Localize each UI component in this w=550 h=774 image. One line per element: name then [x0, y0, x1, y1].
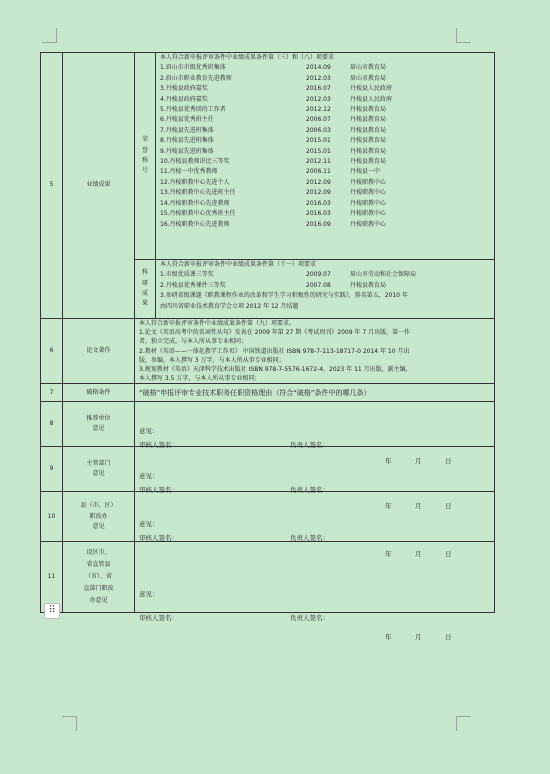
paper-line: 2.教材《英语——一体化教学工作页》 中国铁道出版社 ISBN 978-7-113-18717-0 2014 年 10 月出	[139, 347, 410, 355]
list-item	[156, 199, 494, 209]
list-item-org: 丹棱职教中心	[350, 199, 387, 207]
row-number: 6	[41, 319, 63, 384]
list-item	[156, 115, 494, 125]
list-item-title: 3.丹棱县政府嘉奖	[160, 85, 208, 93]
list-item-title: 10.丹棱县教师讲比三等奖	[160, 158, 230, 166]
research-list	[156, 270, 494, 291]
paper-line: 本人撰写 3.5 万字，与本人所从事专业相同；	[139, 375, 261, 383]
list-item-date: 2009.07	[306, 271, 331, 279]
list-item-date: 2006.11	[306, 168, 331, 176]
list-item-title: 2.眉山市职业教育先进教师	[160, 74, 232, 82]
list-item-org: 丹棱职教中心	[350, 220, 387, 228]
row-title: 设区市、 省直管县 （市）、省 直部门职改 办意见	[63, 542, 135, 613]
list-item	[156, 220, 494, 230]
list-item-org: 丹棱县教育局	[350, 147, 387, 155]
date-line: 年 月 日	[385, 549, 452, 558]
opinion-cell[interactable]	[135, 492, 495, 558]
responsible-signature-label: 负责人签名：	[290, 486, 329, 495]
list-item-date: 2016.09	[306, 220, 331, 228]
honor-list-cell[interactable]	[156, 53, 495, 260]
list-item-date: 2012.09	[306, 178, 331, 186]
list-item	[156, 178, 494, 188]
list-item-title: 4.丹棱县政府嘉奖	[160, 95, 208, 103]
application-table	[40, 52, 495, 642]
exception-cell[interactable]: “破格”申报评审专业技术职务任职资格理由（符合“破格”条件中的哪几条）	[135, 384, 495, 402]
list-item-org: 丹棱职教中心	[350, 189, 387, 197]
honor-header: 本人符合新申报评审条件中业绩成果条件第（三）和（八）项要求	[160, 54, 335, 61]
opinion-label: 意见：	[139, 519, 159, 528]
list-item-title: 15.丹棱职教中心优秀班主任	[160, 210, 236, 218]
list-item-org: 丹棱县教育局	[350, 126, 387, 134]
list-item-org: 眉山市教育局	[350, 64, 387, 72]
list-item-title: 1.市级优质课三等奖	[160, 271, 214, 279]
list-item-title: 6.丹棱县优秀班主任	[160, 116, 214, 124]
list-item	[156, 74, 494, 84]
list-item-title: 13.丹棱职教中心先进班主任	[160, 189, 236, 197]
list-item-date: 2012.11	[306, 158, 331, 166]
row-title: 主管部门 意见	[63, 447, 135, 492]
research-list-cell[interactable]	[156, 260, 495, 319]
list-item-org: 丹棱县教育局	[350, 106, 387, 114]
row-number: 10	[41, 492, 63, 542]
list-item-org: 丹棱县一中	[350, 168, 381, 176]
list-item-date: 2012.12	[306, 106, 331, 114]
list-item-date: 2016.03	[306, 210, 331, 218]
list-item-org: 眉山市教育局	[350, 74, 387, 82]
list-item	[156, 95, 494, 105]
reviewer-signature-label: 审核人签名：	[139, 441, 178, 450]
list-item-title: 8.丹棱县先进班集体	[160, 137, 214, 145]
responsible-signature-label: 负责人签名：	[290, 533, 329, 542]
row-achievements-honors	[41, 53, 495, 260]
list-item-org: 丹棱县教育局	[350, 116, 387, 124]
honor-list	[156, 63, 494, 230]
list-item-title: 2.丹棱县优秀课件三等奖	[160, 281, 226, 289]
opinion-label: 意见：	[139, 590, 159, 599]
row-title: 推荐单位 意见	[63, 402, 135, 447]
list-item-title: 5.丹棱县优秀团的工作者	[160, 106, 226, 114]
list-item-title: 16.丹棱职教中心先进教师	[160, 220, 230, 228]
reviewer-signature-label: 审核人签名：	[139, 533, 178, 542]
list-item	[156, 167, 494, 177]
list-item	[156, 281, 494, 291]
list-item	[156, 126, 494, 136]
row-title: 业绩成果	[63, 53, 135, 319]
research-extra-line: 由四川省职业技术教育学会立项 2012 年 12 月结题	[160, 302, 299, 310]
list-item-org: 丹棱职教中心	[350, 178, 387, 186]
list-item-org: 丹棱县人民政府	[350, 95, 393, 103]
row-number: 8	[41, 402, 63, 447]
list-item	[156, 136, 494, 146]
list-item-date: 2016.03	[306, 199, 331, 207]
list-item-date: 2015.01	[306, 147, 331, 155]
list-item-org: 丹棱县教育局	[350, 281, 387, 289]
list-item	[156, 157, 494, 167]
corner-mark-bottom-left	[62, 716, 77, 731]
list-item-date: 2012.03	[306, 95, 331, 103]
opinion-label: 意见：	[139, 427, 159, 436]
research-extra-line: 3.参研省级课题《职教课程作业的改革和学生学习积极性的研究与实践》，排名第五，2010 年	[160, 292, 408, 300]
list-item-date: 2015.01	[306, 137, 331, 145]
list-item-date: 2012.03	[306, 74, 331, 82]
list-item-title: 11.丹棱一中优秀教师	[160, 168, 218, 176]
paper-line: 版，参编，本人撰写 3 万字，与本人所从事专业相同；	[139, 356, 285, 364]
responsible-signature-label: 负责人签名：	[290, 441, 329, 450]
list-item	[156, 84, 494, 94]
row-title: 县（市、区） 职改办 意见	[63, 492, 135, 542]
opinion-cell[interactable]	[135, 402, 495, 466]
row-number: 5	[41, 53, 63, 319]
list-item	[156, 63, 494, 73]
list-item	[156, 147, 494, 157]
research-header: 本人符合新申报评审条件中业绩成果条件第（十一）项要求	[160, 261, 317, 268]
reviewer-signature-label: 审核人签名：	[139, 486, 178, 495]
date-line: 年 月 日	[385, 633, 452, 642]
row-exception	[41, 384, 495, 402]
corner-mark-bottom-right	[456, 716, 471, 731]
paper-line: 者，独立完成，与本人所从事专业相同；	[139, 338, 248, 346]
opinion-label: 意见：	[139, 472, 159, 481]
list-item	[156, 270, 494, 280]
corner-mark-top-right	[456, 28, 471, 43]
list-item-date: 2016.07	[306, 85, 331, 93]
paper-line: 本人符合新申报评审条件中业绩成果条件第（九）项要求。	[139, 320, 296, 327]
list-item-date: 2014.09	[306, 64, 331, 72]
row-opinion	[41, 402, 495, 447]
row-opinion	[41, 492, 495, 542]
research-label: 科 研 成 果	[135, 260, 156, 319]
list-item	[156, 105, 494, 115]
row-opinion	[41, 447, 495, 492]
list-item-org: 丹棱县教育局	[350, 137, 387, 145]
row-papers	[41, 319, 495, 384]
honor-label: 荣 誉 称 号	[135, 53, 156, 260]
list-item-title: 1.眉山市市级优秀班集体	[160, 64, 226, 72]
list-item	[156, 188, 494, 198]
row-number: 11	[41, 542, 63, 613]
list-item	[156, 209, 494, 219]
date-line: 年 月 日	[385, 502, 452, 511]
list-item-org: 丹棱职教中心	[350, 210, 387, 218]
list-item-title: 7.丹棱县先进班集体	[160, 126, 214, 134]
row-title: 破格条件	[63, 384, 135, 402]
list-item-title: 9.丹棱县先进班集体	[160, 147, 214, 155]
paper-line: 3.规划教材《英语》天津科学技术出版社 ISBN 978-7-5576-1672-4，2023 年 11 月出版，副主编，	[139, 366, 412, 374]
paper-line: 1.论文《英语高考中的名词性从句》发表在 2009 年第 27 期《考试周刊》2009 年 7 月出版，第一作	[139, 329, 411, 337]
list-item-title: 12.丹棱职教中心先进个人	[160, 178, 230, 186]
reviewer-signature-label: 审核人签名：	[139, 614, 178, 623]
list-item-date: 2006.07	[306, 116, 331, 124]
table-move-handle-icon[interactable]: ⠿	[44, 603, 60, 619]
row-number: 9	[41, 447, 63, 492]
opinion-cell[interactable]	[135, 447, 495, 511]
list-item-org: 丹棱县教育局	[350, 158, 387, 166]
papers-cell[interactable]	[135, 319, 495, 384]
list-item-title: 14.丹棱职教中心先进教师	[160, 199, 230, 207]
list-item-date: 2007.08	[306, 281, 331, 289]
corner-mark-top-left	[42, 28, 57, 43]
row-number: 7	[41, 384, 63, 402]
responsible-signature-label: 负责人签名：	[290, 614, 329, 623]
list-item-org: 眉山市劳动和社会保障局	[350, 271, 417, 279]
list-item-date: 2012.09	[306, 189, 331, 197]
list-item-date: 2006.03	[306, 126, 331, 134]
date-line: 年 月 日	[385, 457, 452, 466]
list-item-org: 丹棱县人民政府	[350, 85, 393, 93]
row-title: 论文著作	[63, 319, 135, 384]
